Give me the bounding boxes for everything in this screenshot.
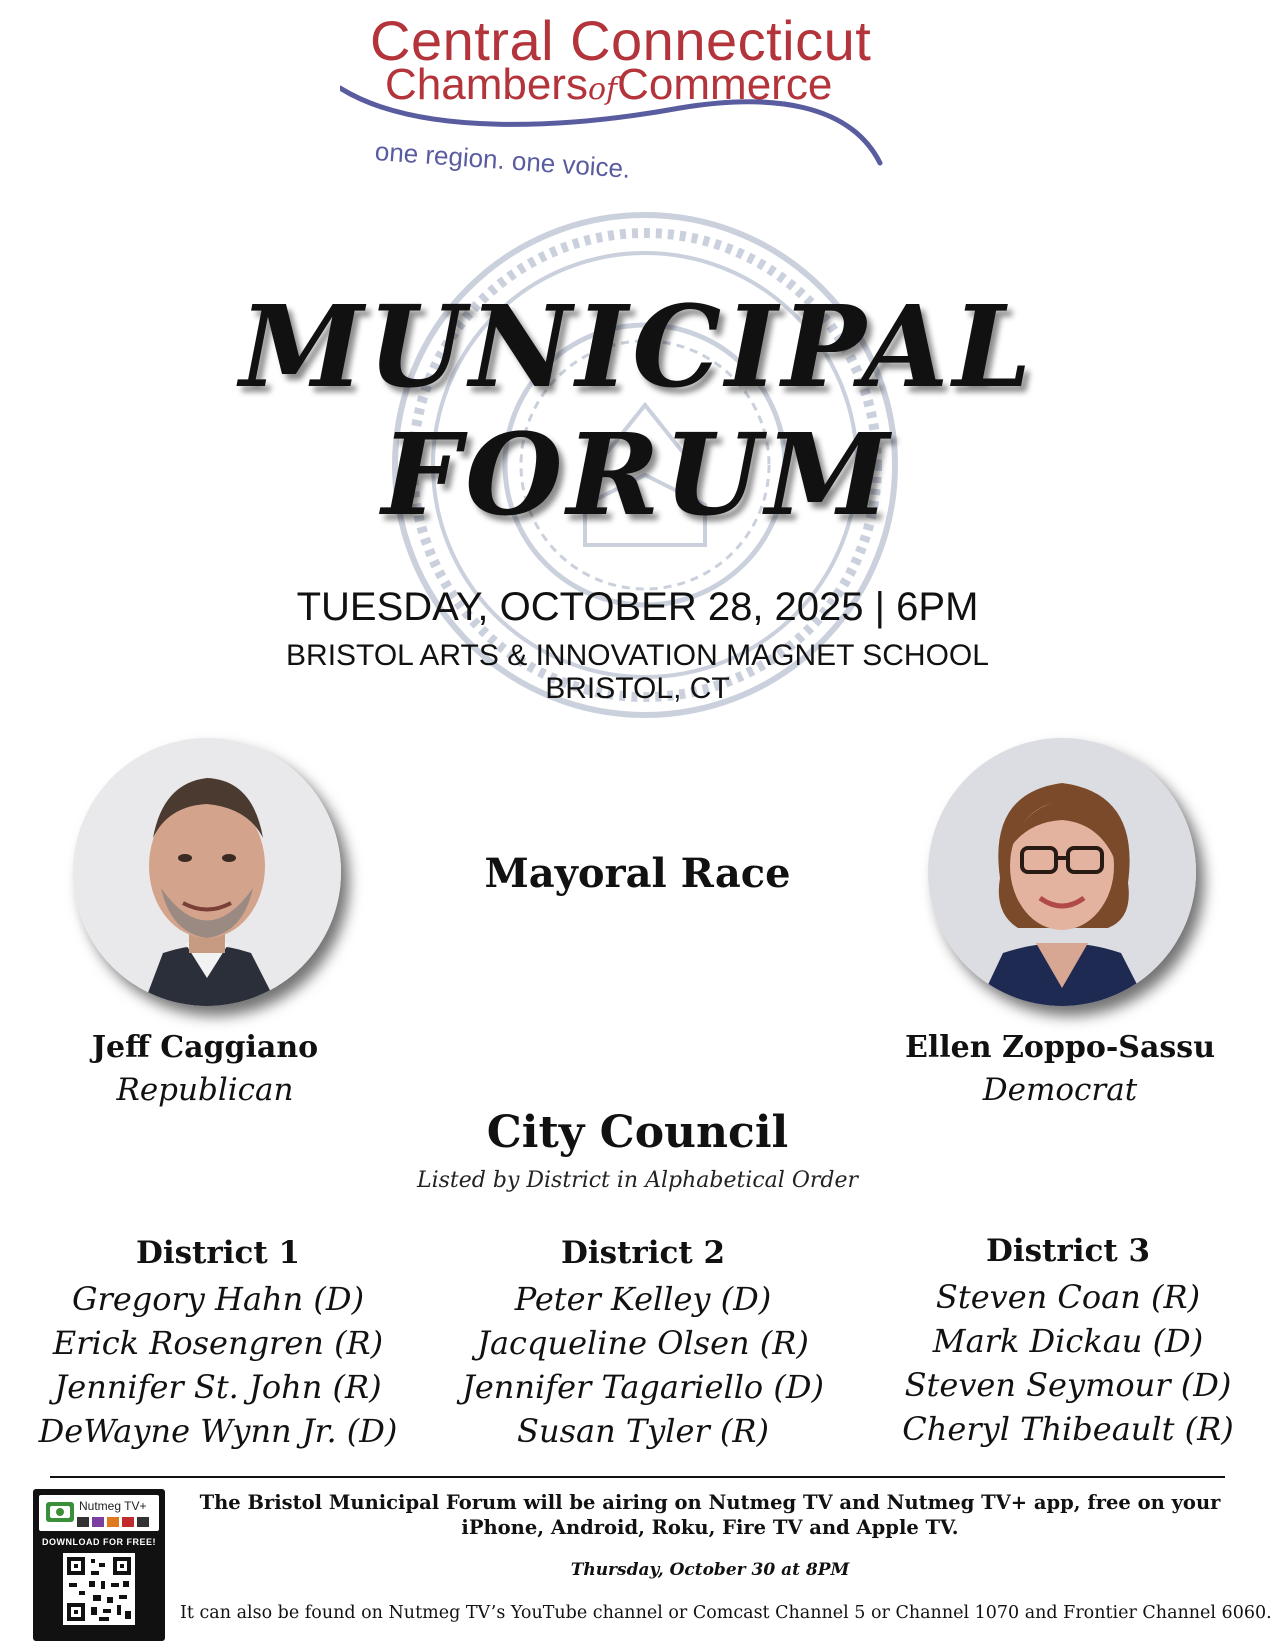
title-line1: MUNICIPAL	[239, 282, 1036, 413]
district-1	[8, 1235, 428, 1453]
candidate-name: Ellen Zoppo-Sassu	[904, 1030, 1216, 1065]
list-item: Erick Rosengren (R)	[52, 1324, 384, 1362]
candidate-party: Republican	[116, 1072, 294, 1108]
channel-info: It can also be found on Nutmeg TV’s YouTube channel or Comcast Channel 5 or Channel 1070 and Frontier Channel 6060.	[180, 1603, 1272, 1623]
badge-download-cta: DOWNLOAD FOR FREE!	[42, 1537, 156, 1547]
chamber-logo	[340, 8, 940, 184]
mayoral-race-heading: Mayoral Race	[484, 850, 791, 897]
event-venue: BRISTOL ARTS & INNOVATION MAGNET SCHOOL	[286, 639, 989, 672]
footer-divider	[50, 1476, 1225, 1478]
airing-info: The Bristol Municipal Forum will be airing on Nutmeg TV and Nutmeg TV+ app, free on your iPhone, Android, Roku, Fire TV and Apple TV.	[199, 1491, 1221, 1539]
list-item: Cheryl Thibeault (R)	[902, 1410, 1234, 1448]
event-date: TUESDAY, OCTOBER 28, 2025 | 6PM	[296, 585, 979, 629]
candidate-party: Democrat	[982, 1072, 1138, 1108]
city-council-subheading: Listed by District in Alphabetical Order	[417, 1168, 858, 1193]
district-2	[433, 1235, 853, 1453]
logo-chambers: Chambers	[385, 60, 588, 109]
district-3	[858, 1233, 1275, 1451]
tv-icon	[45, 1500, 75, 1526]
list-item: Jacqueline Olsen (R)	[477, 1324, 809, 1362]
event-city: BRISTOL, CT	[545, 672, 730, 705]
logo-commerce: Commerce	[617, 60, 833, 109]
nutmeg-tv-app-badge[interactable]	[33, 1489, 165, 1641]
streaming-logos-icon	[77, 1516, 157, 1528]
list-item: Susan Tyler (R)	[517, 1412, 769, 1450]
air-date: Thursday, October 30 at 8PM	[570, 1560, 850, 1580]
district-heading: District 2	[560, 1235, 726, 1271]
list-item: Jennifer St. John (R)	[54, 1368, 382, 1406]
list-item: Gregory Hahn (D)	[71, 1280, 365, 1318]
list-item: Steven Coan (R)	[935, 1278, 1201, 1316]
list-item: Mark Dickau (D)	[932, 1322, 1204, 1360]
badge-brand: Nutmeg TV+	[79, 1499, 147, 1513]
district-heading: District 3	[985, 1233, 1151, 1269]
city-council-heading: City Council	[486, 1107, 789, 1158]
district-heading: District 1	[135, 1235, 301, 1271]
logo-line1: Central Connecticut	[370, 9, 872, 72]
list-item: DeWayne Wynn Jr. (D)	[38, 1412, 398, 1450]
list-item: Peter Kelley (D)	[514, 1280, 772, 1318]
title-line2: FORUM	[381, 410, 894, 541]
logo-of: of	[587, 72, 618, 107]
logo-tagline: one region. one voice.	[373, 136, 632, 184]
list-item: Jennifer Tagariello (D)	[462, 1368, 824, 1406]
list-item: Steven Seymour (D)	[904, 1366, 1232, 1404]
badge-header	[39, 1495, 159, 1531]
candidate-name: Jeff Caggiano	[91, 1030, 319, 1065]
qr-code-icon	[63, 1553, 135, 1625]
